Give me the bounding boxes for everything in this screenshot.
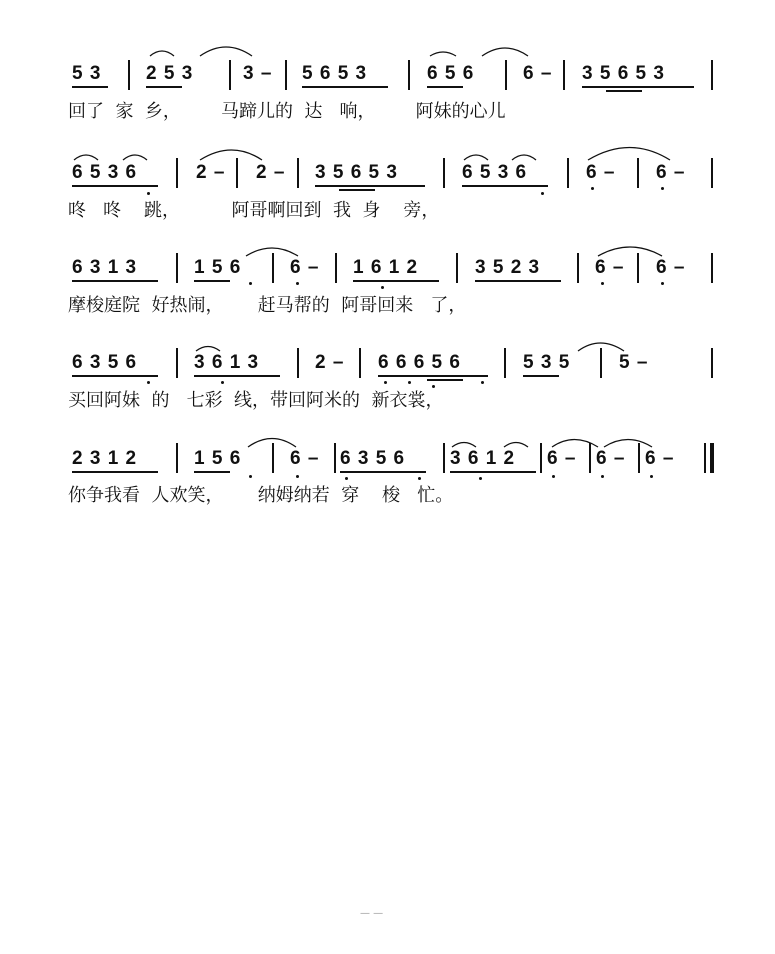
measure: 1 6 1 2 xyxy=(353,257,419,278)
low-octave-dot xyxy=(345,477,348,480)
measure: 6 5 3 6 xyxy=(72,162,138,183)
beam-line xyxy=(450,471,536,473)
low-octave-dot xyxy=(552,475,555,478)
measure: 6 – xyxy=(290,448,320,469)
barline xyxy=(711,60,713,90)
barline xyxy=(540,443,542,473)
barline xyxy=(272,253,274,283)
barline xyxy=(176,158,178,188)
measure: 2 – xyxy=(315,352,345,373)
slur-arc xyxy=(512,155,536,160)
measure: 6 6 6 5 6 xyxy=(378,352,461,373)
barline xyxy=(711,348,713,378)
measure: 6 – xyxy=(595,257,625,278)
barline xyxy=(443,443,445,473)
beam-line xyxy=(427,86,463,88)
low-octave-dot xyxy=(296,475,299,478)
slur-arc xyxy=(200,150,262,160)
measure: 3 6 1 3 xyxy=(194,352,260,373)
barline xyxy=(456,253,458,283)
measure: 5 3 xyxy=(72,63,102,84)
beam-line xyxy=(462,185,548,187)
barline xyxy=(711,253,713,283)
low-octave-dot xyxy=(432,385,435,388)
final-barline-thin xyxy=(704,443,706,473)
measure: 3 5 2 3 xyxy=(475,257,541,278)
beam-line xyxy=(72,280,158,282)
measure: 3 – xyxy=(243,63,273,84)
measure: 6 – xyxy=(523,63,553,84)
barline xyxy=(638,443,640,473)
barline xyxy=(567,158,569,188)
barline xyxy=(334,443,336,473)
slur-arc xyxy=(123,155,147,160)
measure: 3 5 6 5 3 xyxy=(582,63,665,84)
beam-line xyxy=(339,189,375,191)
slur-arc xyxy=(464,155,488,160)
lyrics-line-2: 咚 咚 跳， 阿哥啊回到 我 身 旁， xyxy=(68,200,440,221)
low-octave-dot xyxy=(418,477,421,480)
measure: 2 – xyxy=(256,162,286,183)
barline xyxy=(408,60,410,90)
measure: 5 6 5 3 xyxy=(302,63,368,84)
barline xyxy=(577,253,579,283)
beam-line xyxy=(378,375,488,377)
slur-arc xyxy=(74,155,98,160)
notation-line-3 xyxy=(0,256,686,280)
slur-arc xyxy=(200,47,252,56)
low-octave-dot xyxy=(249,282,252,285)
low-octave-dot xyxy=(249,475,252,478)
low-octave-dot xyxy=(384,381,387,384)
measure: 5 – xyxy=(619,352,649,373)
beam-line xyxy=(427,379,463,381)
low-octave-dot xyxy=(601,282,604,285)
measure: 6 – xyxy=(645,448,675,469)
page-footer: — — xyxy=(360,908,384,919)
final-barline-thick xyxy=(710,443,714,473)
barline xyxy=(297,348,299,378)
lyrics-line-3: 摩梭庭院 好热闹， 赶马帮的 阿哥回来 了， xyxy=(68,295,467,316)
beam-line xyxy=(146,86,182,88)
measure: 6 5 3 6 xyxy=(462,162,528,183)
measure: 6 3 5 6 xyxy=(340,448,406,469)
measure: 2 – xyxy=(196,162,226,183)
beam-line xyxy=(582,86,694,88)
barline xyxy=(176,443,178,473)
barline xyxy=(236,158,238,188)
measure: 1 5 6 xyxy=(194,257,242,278)
measure: 6 – xyxy=(656,162,686,183)
beam-line xyxy=(194,280,230,282)
measure: 6 – xyxy=(586,162,616,183)
measure: 1 5 6 xyxy=(194,448,242,469)
barline xyxy=(600,348,602,378)
barline xyxy=(128,60,130,90)
beam-line xyxy=(72,471,158,473)
barline xyxy=(272,443,274,473)
low-octave-dot xyxy=(479,477,482,480)
measure: 6 – xyxy=(547,448,577,469)
low-octave-dot xyxy=(296,282,299,285)
notation-line-2 xyxy=(0,161,686,185)
beam-line xyxy=(72,185,158,187)
barline xyxy=(504,348,506,378)
notation-line-4 xyxy=(0,351,649,375)
slur-arc xyxy=(588,148,670,161)
notation-line-1 xyxy=(0,62,665,86)
slur-arc xyxy=(552,440,598,448)
measure: 6 – xyxy=(656,257,686,278)
barline xyxy=(589,443,591,473)
measure: 6 – xyxy=(290,257,320,278)
lyrics-line-1: 回了 家 乡， 马蹄儿的 达 响， 阿妹的心儿 xyxy=(68,101,506,122)
barline xyxy=(359,348,361,378)
barline xyxy=(335,253,337,283)
slur-arc xyxy=(598,247,662,256)
slur-arc xyxy=(482,48,528,56)
beam-line xyxy=(340,471,426,473)
low-octave-dot xyxy=(601,475,604,478)
beam-line xyxy=(523,375,559,377)
measure: 6 3 5 6 xyxy=(72,352,138,373)
low-octave-dot xyxy=(661,187,664,190)
barline xyxy=(711,158,713,188)
slur-arc xyxy=(150,51,174,56)
barline xyxy=(297,158,299,188)
measure: 5 3 5 xyxy=(523,352,571,373)
barline xyxy=(637,253,639,283)
barline xyxy=(176,253,178,283)
barline xyxy=(505,60,507,90)
beam-line xyxy=(606,90,642,92)
lyrics-line-4: 买回阿妹 的 七彩 线，带回阿米的 新衣裳， xyxy=(68,390,444,411)
measure: 3 5 6 5 3 xyxy=(315,162,398,183)
low-octave-dot xyxy=(591,187,594,190)
measure: 2 3 1 2 xyxy=(72,448,138,469)
beam-line xyxy=(315,185,425,187)
low-octave-dot xyxy=(147,381,150,384)
low-octave-dot xyxy=(147,192,150,195)
beam-line xyxy=(302,86,388,88)
beam-line xyxy=(194,471,230,473)
beam-line xyxy=(353,280,439,282)
lyrics-line-5: 你争我看 人欢笑， 纳姆纳若 穿 梭 忙。 xyxy=(68,485,454,506)
low-octave-dot xyxy=(408,381,411,384)
barline xyxy=(229,60,231,90)
low-octave-dot xyxy=(661,282,664,285)
beam-line xyxy=(72,375,158,377)
measure: 6 3 1 3 xyxy=(72,257,138,278)
measure: 6 5 6 xyxy=(427,63,475,84)
barline xyxy=(443,158,445,188)
low-octave-dot xyxy=(650,475,653,478)
measure: 3 6 1 2 xyxy=(450,448,516,469)
barline xyxy=(637,158,639,188)
beam-line xyxy=(72,86,108,88)
barline xyxy=(176,348,178,378)
low-octave-dot xyxy=(381,286,384,289)
barline xyxy=(563,60,565,90)
measure: 6 – xyxy=(596,448,626,469)
low-octave-dot xyxy=(541,192,544,195)
barline xyxy=(285,60,287,90)
low-octave-dot xyxy=(481,381,484,384)
measure: 2 5 3 xyxy=(146,63,194,84)
notation-line-5 xyxy=(0,447,675,471)
beam-line xyxy=(194,375,280,377)
low-octave-dot xyxy=(221,381,224,384)
slur-arc xyxy=(430,52,456,56)
slur-arc xyxy=(604,440,652,448)
beam-line xyxy=(475,280,561,282)
